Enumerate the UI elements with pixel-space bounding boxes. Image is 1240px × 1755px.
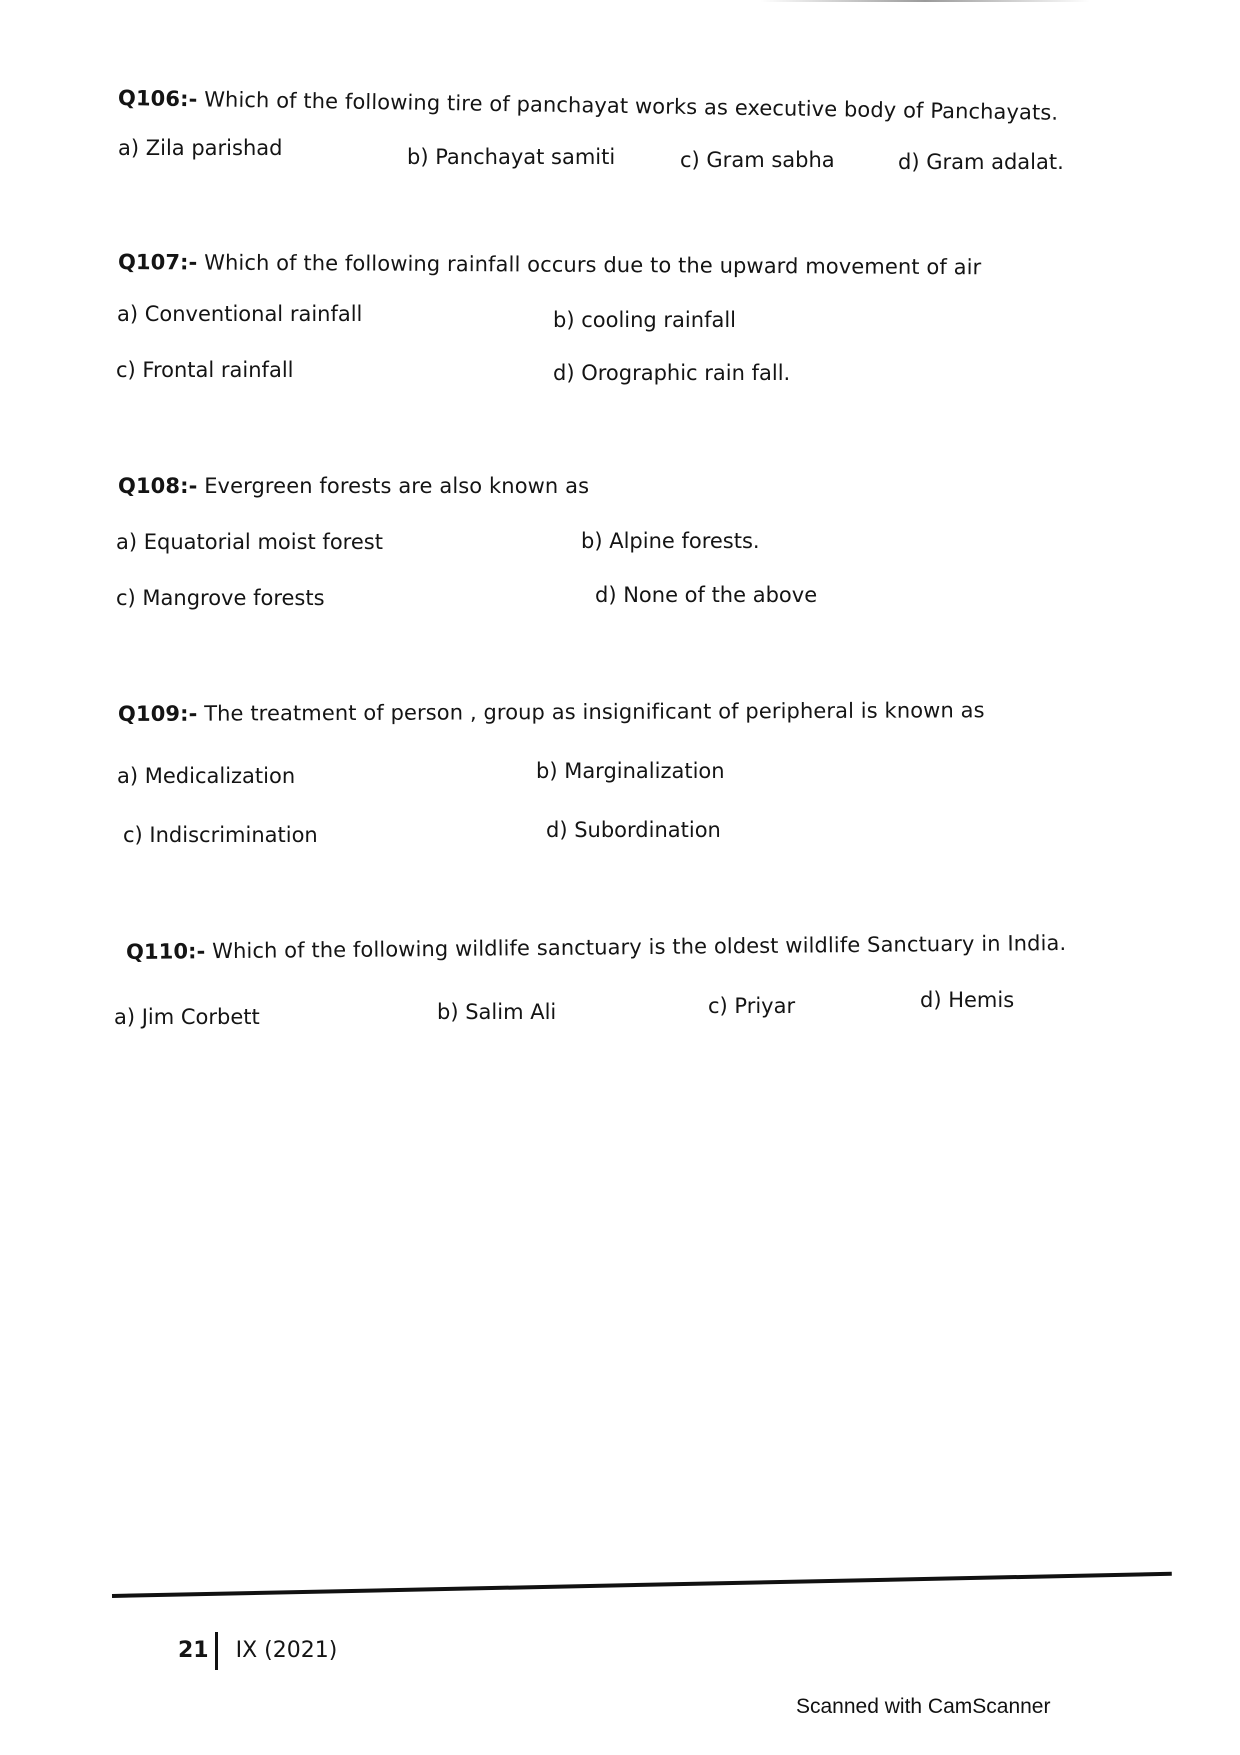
option-c: c) Priyar xyxy=(708,994,796,1018)
question-number: Q108:- xyxy=(118,474,198,498)
option-b: b) Panchayat samiti xyxy=(407,145,616,169)
page-number: 21 xyxy=(178,1638,209,1663)
option-a: a) Equatorial moist forest xyxy=(116,530,383,554)
option-c: c) Indiscrimination xyxy=(123,823,318,847)
question-109 xyxy=(118,698,985,726)
option-a: a) Conventional rainfall xyxy=(117,302,363,326)
footer-separator xyxy=(215,1632,218,1670)
question-number: Q109:- xyxy=(117,701,198,726)
scanner-watermark: Scanned with CamScanner xyxy=(796,1695,1051,1718)
option-d: d) Orographic rain fall. xyxy=(553,361,791,385)
question-text: The treatment of person , group as insignificant of peripheral is known as xyxy=(204,698,985,726)
option-b: b) cooling rainfall xyxy=(553,308,737,332)
page-footer xyxy=(178,1632,337,1670)
option-b: b) Salim Ali xyxy=(437,1000,557,1024)
question-106 xyxy=(118,86,1059,125)
option-d: d) Subordination xyxy=(546,818,721,842)
question-number: Q110:- xyxy=(125,939,206,964)
option-d: d) Hemis xyxy=(920,988,1015,1012)
question-number: Q107:- xyxy=(117,250,198,275)
question-text: Which of the following rainfall occurs due to the upward movement of air xyxy=(204,250,982,280)
option-a: a) Medicalization xyxy=(117,764,296,788)
question-text: Which of the following tire of panchayat works as executive body of Panchayats. xyxy=(203,87,1059,125)
option-c: c) Gram sabha xyxy=(680,148,835,172)
option-a: a) Jim Corbett xyxy=(114,1005,260,1029)
question-number: Q106:- xyxy=(117,86,198,112)
question-108 xyxy=(118,474,589,498)
class-label: IX (2021) xyxy=(235,1638,338,1663)
option-b: b) Marginalization xyxy=(536,759,725,783)
option-d: d) None of the above xyxy=(595,583,818,607)
footer-divider xyxy=(112,1572,1172,1598)
option-a: a) Zila parishad xyxy=(118,136,283,160)
top-edge-line xyxy=(760,0,1090,2)
option-d: d) Gram adalat. xyxy=(898,150,1064,174)
question-text: Which of the following wildlife sanctuary is the oldest wildlife Sanctuary in India. xyxy=(212,930,1067,964)
option-c: c) Mangrove forests xyxy=(116,586,325,610)
question-text: Evergreen forests are also known as xyxy=(204,474,590,498)
option-b: b) Alpine forests. xyxy=(581,529,760,553)
question-107 xyxy=(118,250,981,279)
question-110 xyxy=(126,931,1066,964)
option-c: c) Frontal rainfall xyxy=(116,358,294,382)
